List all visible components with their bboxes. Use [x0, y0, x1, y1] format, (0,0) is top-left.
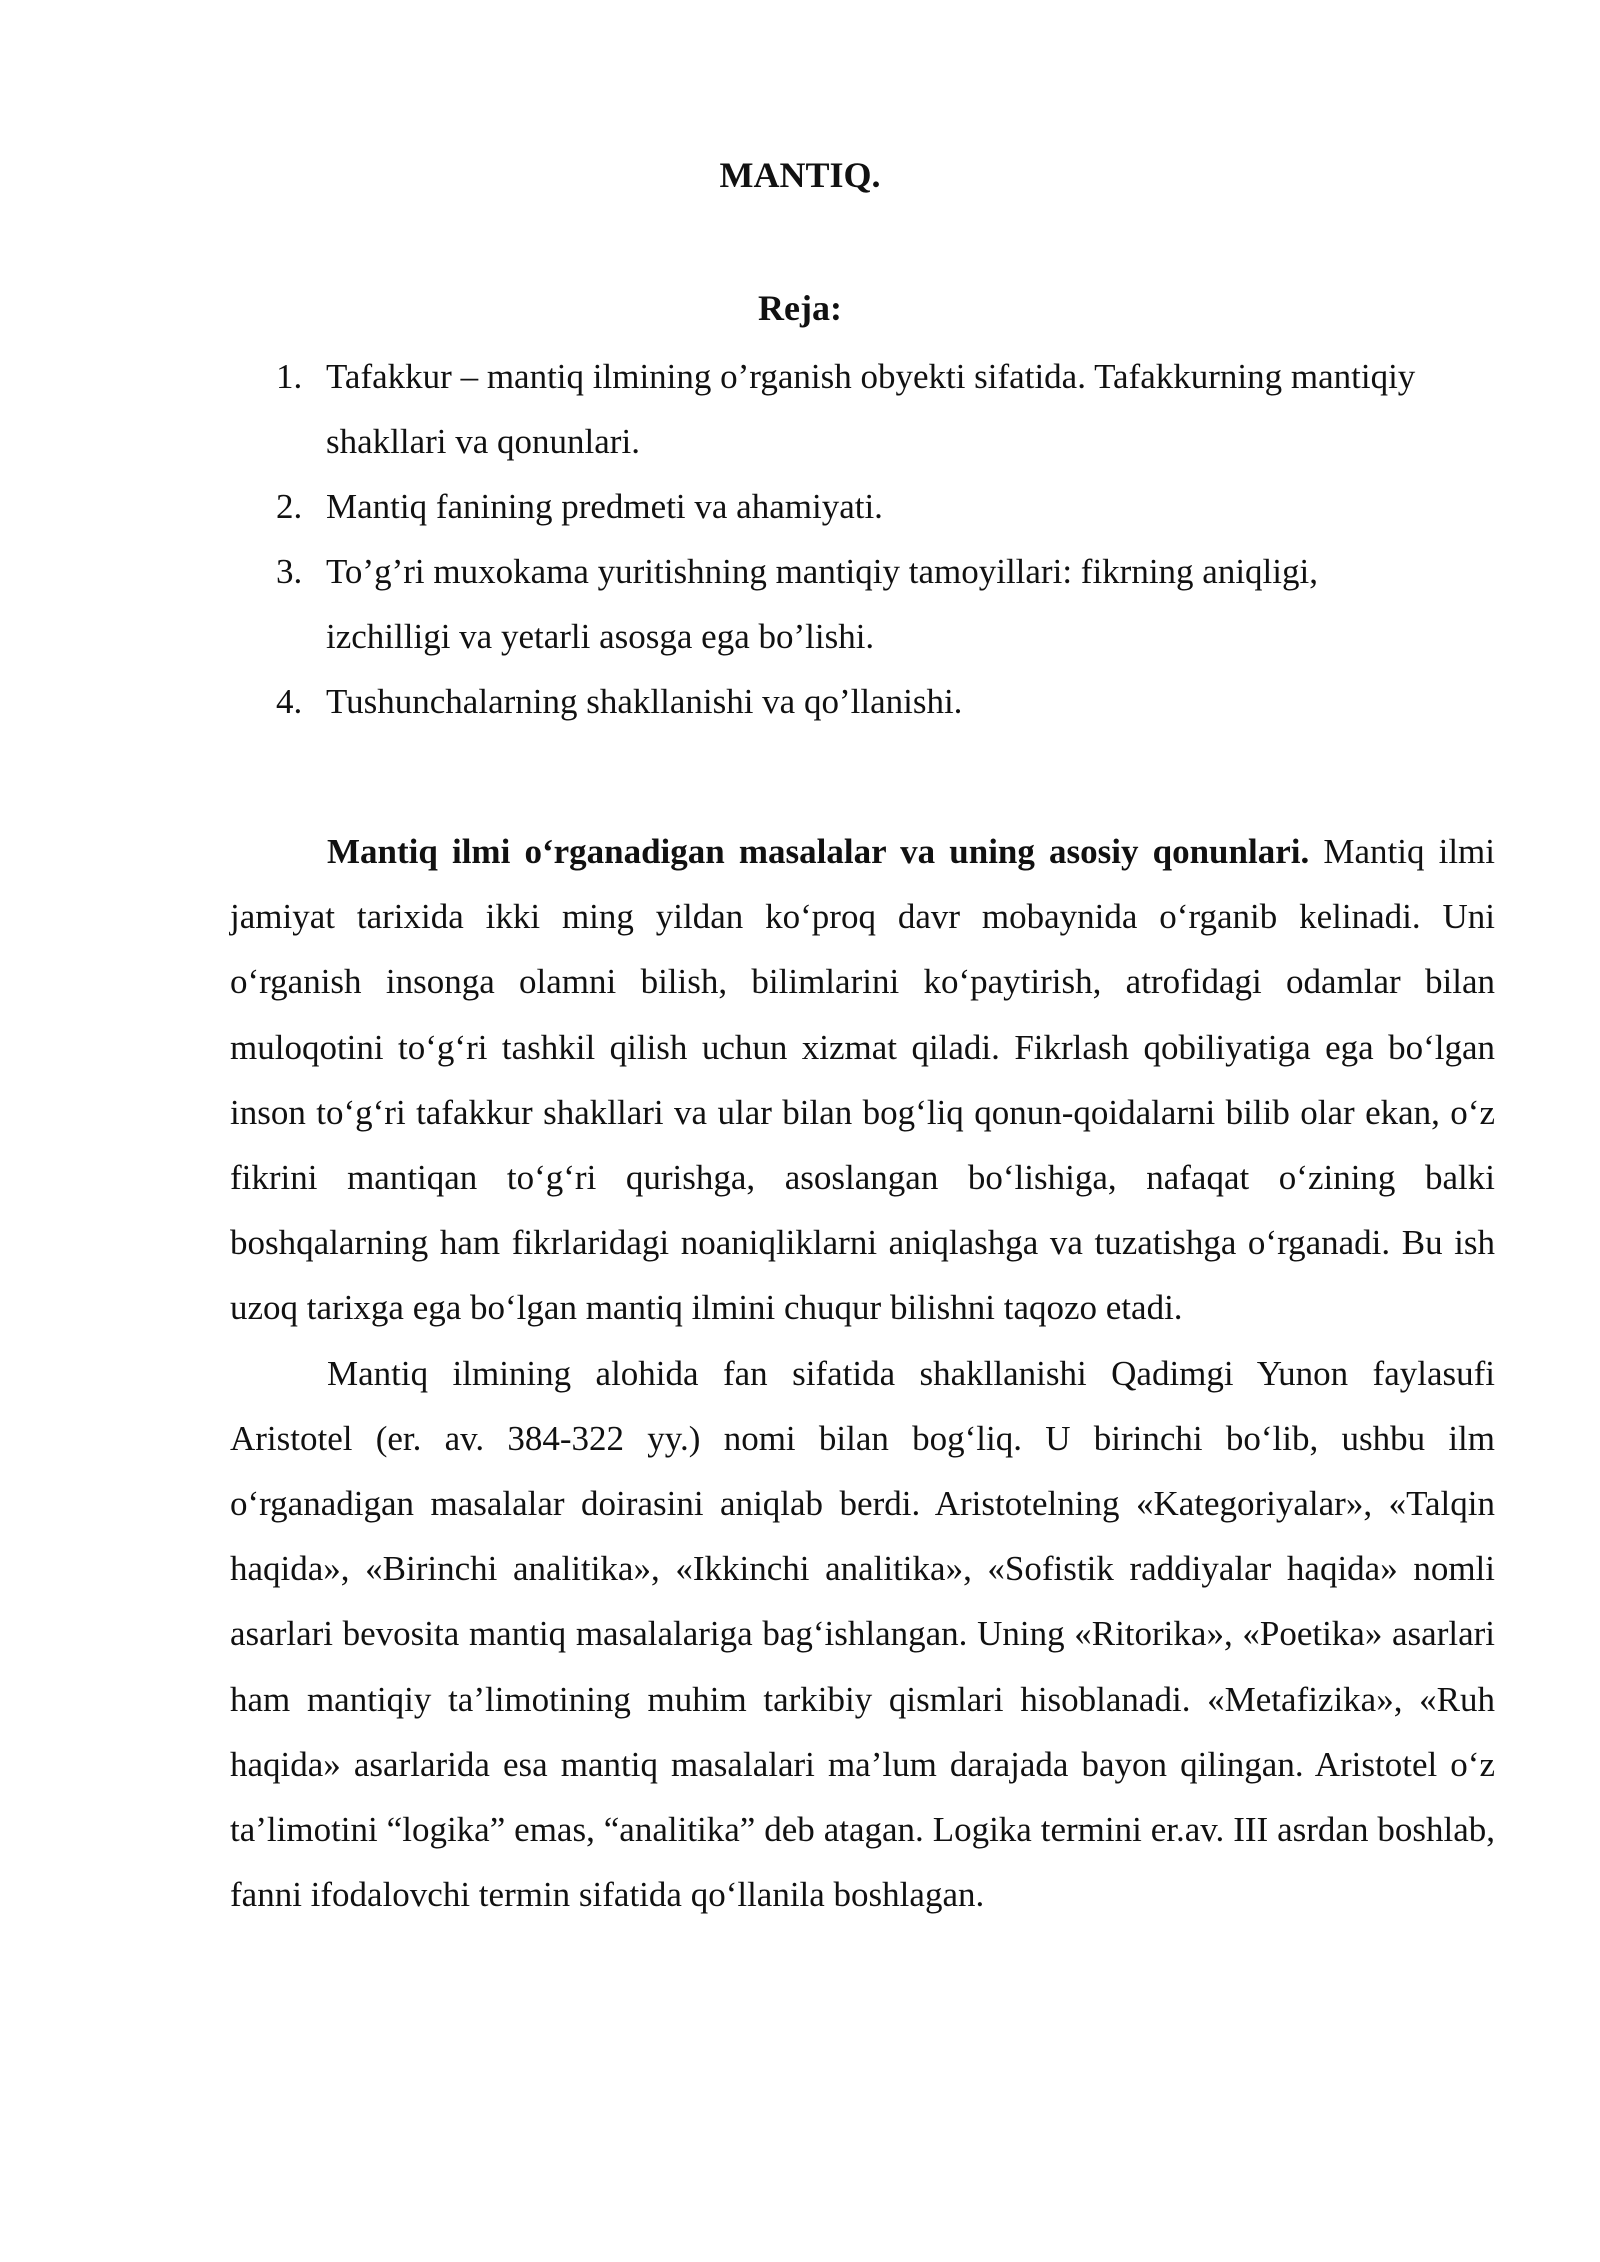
- document-title: MANTIQ.: [719, 155, 881, 195]
- paragraph-text: Mantiq ilmining alohida fan sifatida shakllanishi Qadimgi Yunon faylasufi Aristotel (er. av. 384-322 yy.) nomi bilan bog‘liq. U birinchi bo‘lib, ushbu ilm o‘rganadigan masalalar doirasini aniqlab berdi. Aristotelning «Kategoriyalar», «Talqin haqida», «Birinchi analitika», «Ikkinchi analitika», «Sofistik raddiyalar haqida» nomli asarlari bevosita mantiq masalalariga bag‘ishlangan. Uning «Ritorika», «Poetika» asarlari ham mantiqiy ta’limotining muhim tarkibiy qismlari hisoblanadi. «Metafizika», «Ruh haqida» asarlarida esa mantiq masalalari ma’lum darajada bayon qilingan. Aristotel o‘z ta’limotini “logika” emas, “analitika” deb atagan. Logika termini er.av. III asrdan boshlab, fanni ifodalovchi termin sifatida qo‘llanila boshlagan.: [230, 1353, 1495, 1915]
- plan-heading: Reja:: [758, 288, 842, 328]
- plan-item-number: 3.: [276, 552, 303, 591]
- plan-item-text: Tushunchalarning shakllanishi va qo’llanishi.: [326, 682, 963, 721]
- plan-item-text: Mantiq fanining predmeti va ahamiyati.: [326, 487, 883, 526]
- plan-list: [270, 344, 1420, 734]
- plan-item-text: Tafakkur – mantiq ilmining o’rganish obyekti sifatida. Tafakkurning mantiqiy shakllari va qonunlari.: [326, 357, 1416, 461]
- paragraph: [230, 1341, 1495, 1928]
- paragraph: [230, 819, 1495, 1341]
- plan-item: [270, 344, 1420, 474]
- plan-item-number: 1.: [276, 357, 303, 396]
- body-text: [230, 819, 1495, 1927]
- plan-item: [270, 669, 1420, 734]
- section-heading: Mantiq ilmi o‘rganadigan masalalar va uning asosiy qonunlari.: [327, 832, 1310, 871]
- plan-item: [270, 474, 1420, 539]
- paragraph-text: Mantiq ilmi jamiyat tarixida ikki ming yildan ko‘proq davr mobaynida o‘rganib kelinadi. Uni o‘rganish insonga olamni bilish, bilimlarini ko‘paytirish, atrofidagi odamlar bilan muloqotini to‘g‘ri tashkil qilish uchun xizmat qiladi. Fikrlash qobiliyatiga ega bo‘lgan inson to‘g‘ri tafakkur shakllari va ular bilan bog‘liq qonun-qoidalarni bilib olar ekan, o‘z fikrini mantiqan to‘g‘ri qurishga, asoslangan bo‘lishiga, nafaqat o‘zining balki boshqalarning ham fikrlaridagi noaniqliklarni aniqlashga va tuzatishga o‘rganadi. Bu ish uzoq tarixga ega bo‘lgan mantiq ilmini chuqur bilishni taqozo etadi.: [230, 832, 1496, 1328]
- plan-item: [270, 539, 1420, 669]
- plan-item-number: 2.: [276, 487, 303, 526]
- plan-item-text: To’g’ri muxokama yuritishning mantiqiy tamoyillari: fikrning aniqligi, izchilligi va yetarli asosga ega bo’lishi.: [326, 552, 1318, 656]
- plan-item-number: 4.: [276, 682, 303, 721]
